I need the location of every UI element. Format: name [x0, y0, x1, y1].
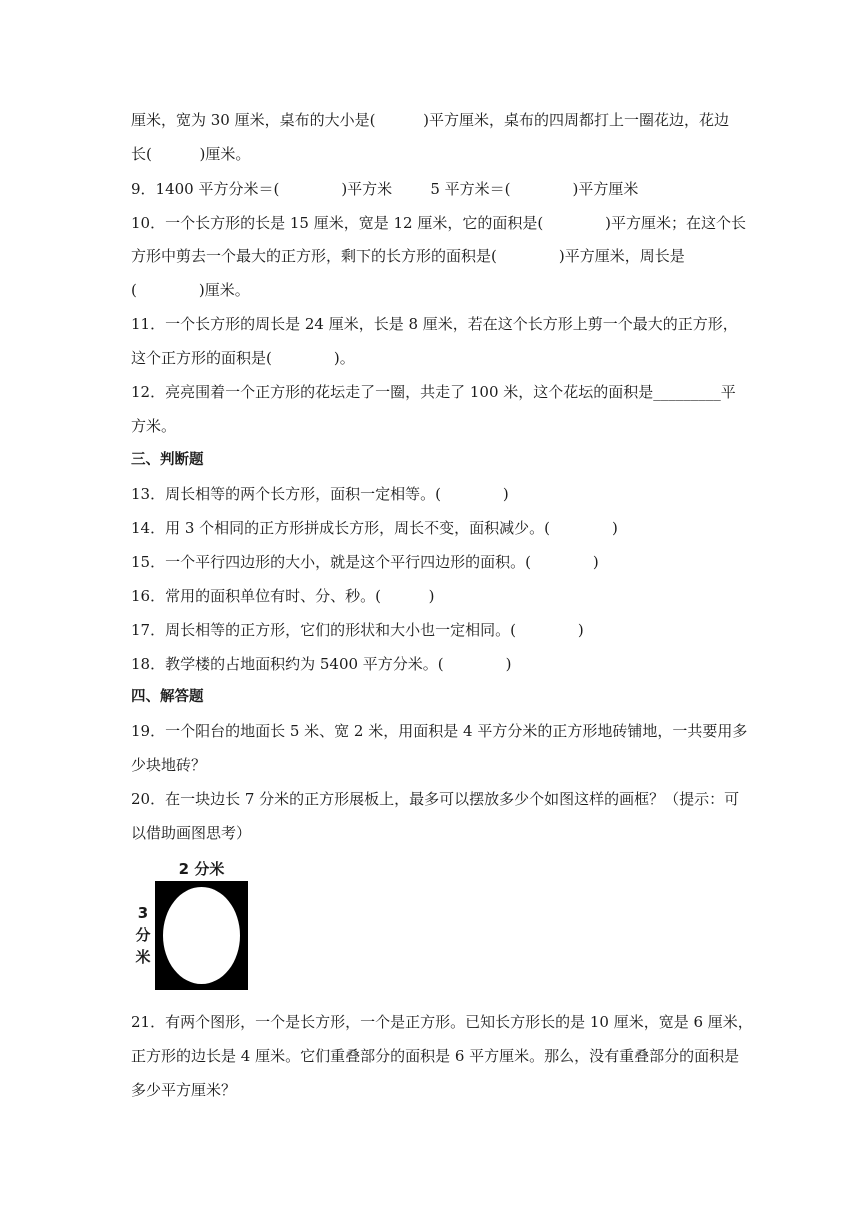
figure-width-label: 2 分米	[178, 860, 225, 878]
q11-line-2: 这个正方形的面积是( )。	[131, 349, 355, 367]
q21-line-2: 正方形的边长是 4 厘米。它们重叠部分的面积是 6 平方厘米。那么，没有重叠部分的面积是	[131, 1047, 740, 1065]
q10-line-1: 10．一个长方形的长是 15 厘米，宽是 12 厘米，它的面积是( )平方厘米；在这个长	[131, 214, 747, 232]
q16-line: 16．常用的面积单位有时、分、秒。( )	[131, 587, 435, 605]
q21-line-3: 多少平方厘米？	[131, 1081, 237, 1099]
section-heading-judgement: 三、判断题	[131, 452, 204, 468]
q19-line-1: 19．一个阳台的地面长 5 米、宽 2 米，用面积是 4 平方分米的正方形地砖铺地，一共要用多	[131, 722, 748, 740]
q18-line: 18．教学楼的占地面积约为 5400 平方分米。( )	[131, 655, 512, 673]
q11-line-1: 11．一个长方形的周长是 24 厘米，长是 8 厘米，若在这个长方形上剪一个最大的正方形，	[131, 315, 738, 333]
q12-line-2: 方米。	[131, 417, 177, 435]
figure-height-label: 3 分 米	[135, 904, 151, 966]
q20-line-1: 20．在一块边长 7 分米的正方形展板上，最多可以摆放多少个如图这样的画框？（提示：可	[131, 790, 740, 808]
oval-opening	[163, 887, 240, 984]
q20-line-2: 以借助画图思考）	[131, 824, 252, 842]
picture-frame-figure	[130, 858, 247, 993]
q8-line-1: 厘米，宽为 30 厘米，桌布的大小是( )平方厘米，桌布的四周都打上一圈花边，花边	[131, 111, 730, 129]
q10-line-3: ( )厘米。	[131, 281, 250, 299]
q13-line: 13．周长相等的两个长方形，面积一定相等。( )	[131, 485, 509, 503]
q15-line: 15．一个平行四边形的大小，就是这个平行四边形的面积。( )	[131, 553, 599, 571]
q19-line-2: 少块地砖？	[131, 756, 207, 774]
q14-line: 14．用 3 个相同的正方形拼成长方形，周长不变，面积减少。( )	[131, 519, 618, 537]
section-heading-answers: 四、解答题	[131, 689, 204, 705]
q8-line-2: 长( )厘米。	[131, 145, 251, 163]
q10-line-2: 方形中剪去一个最大的正方形，剩下的长方形的面积是( )平方厘米，周长是	[131, 247, 685, 265]
q21-line-1: 21．有两个图形，一个是长方形，一个是正方形。已知长方形长的是 10 厘米，宽是 6 厘米，	[131, 1013, 753, 1031]
q17-line: 17．周长相等的正方形，它们的形状和大小也一定相同。( )	[131, 621, 584, 639]
q9-line: 9．1400 平方分米＝( )平方米 5 平方米＝( )平方厘米	[131, 180, 639, 198]
q12-line-1: 12．亮亮围着一个正方形的花坛走了一圈，共走了 100 米，这个花坛的面积是_________平	[131, 383, 736, 401]
frame-shape	[155, 881, 248, 990]
